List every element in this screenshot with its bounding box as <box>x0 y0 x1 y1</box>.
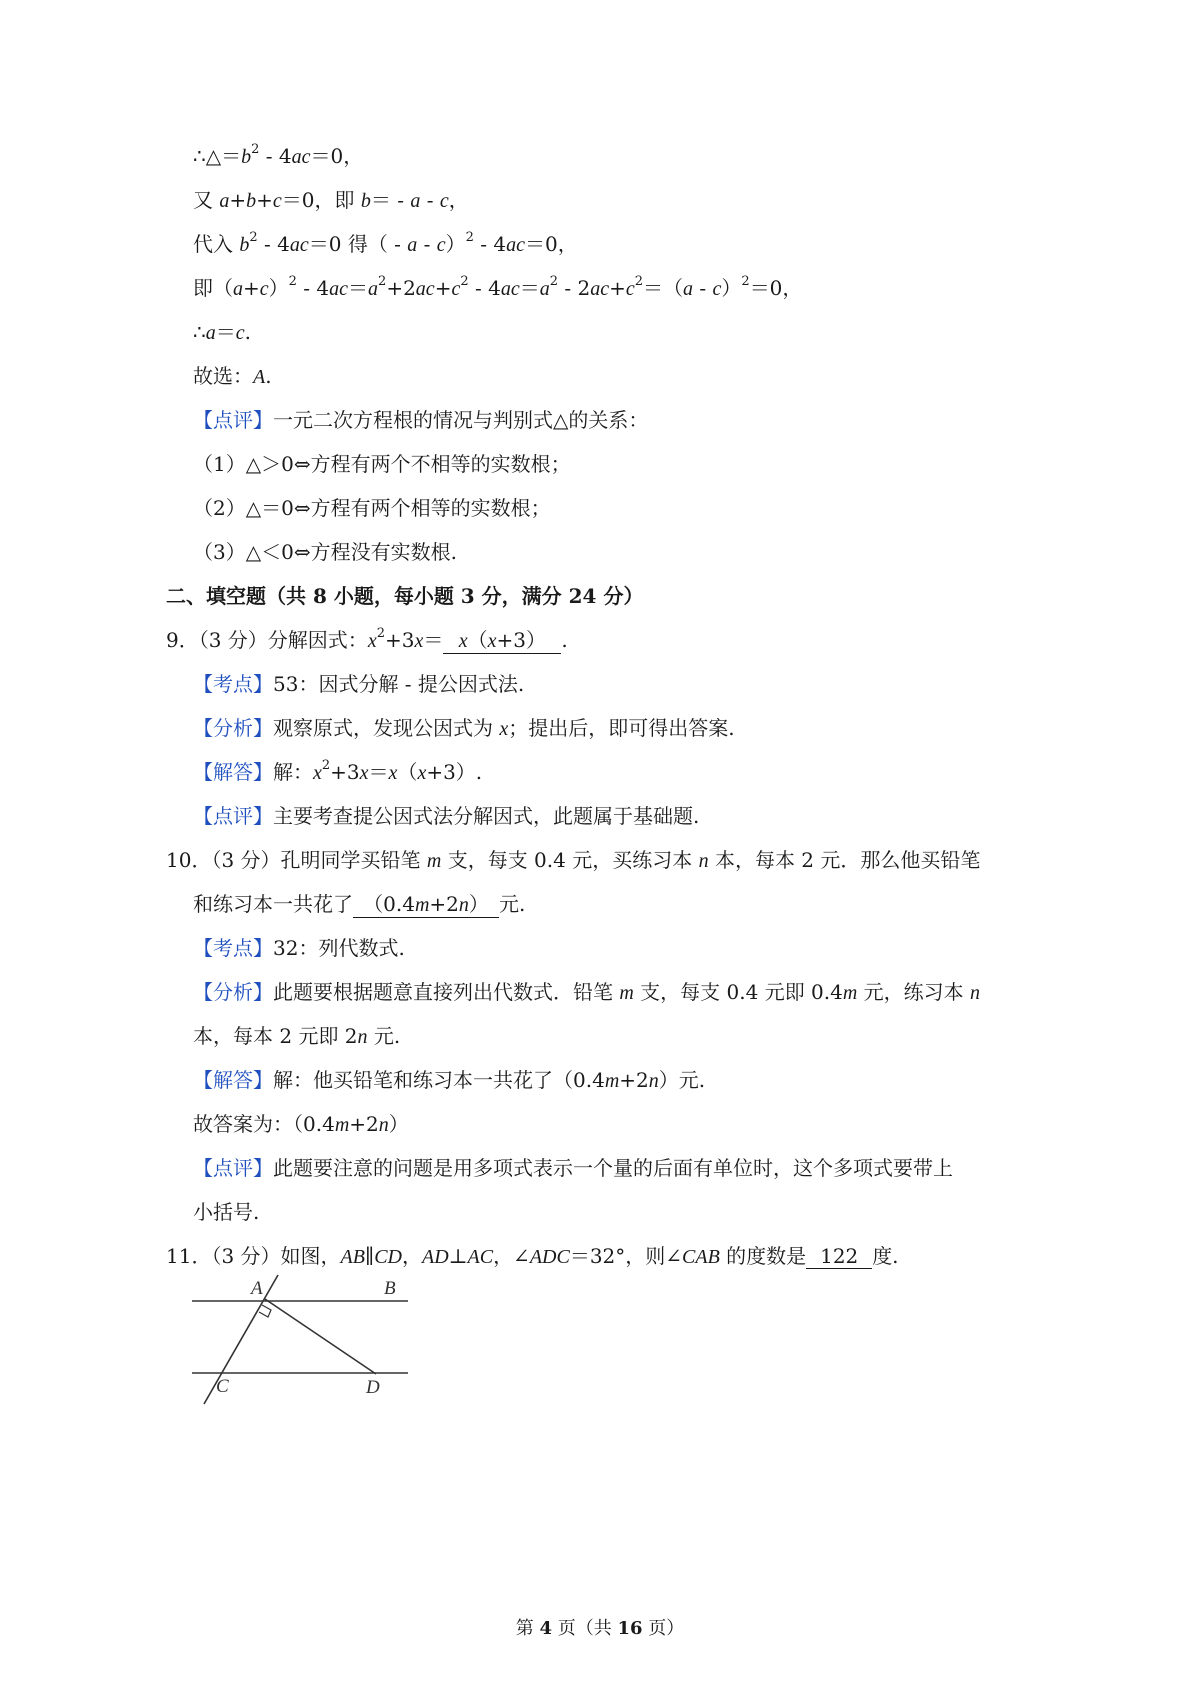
answer-blank-9: x（x+3） <box>443 628 561 654</box>
question-11: 11．（3 分）如图，AB∥CD，AD⊥AC，∠ADC＝32°，则∠CAB 的度数是 122 度. <box>166 1244 899 1268</box>
question-10-line-2: 和练习本一共花了 （0.4m+2n） 元. <box>193 892 526 916</box>
q10-jieda: 【解答】解：他买铅笔和练习本一共花了（0.4m+2n）元. <box>193 1068 706 1092</box>
section-title: 二、填空题（共 8 小题，每小题 3 分，满分 24 分） <box>166 584 644 608</box>
label-d: D <box>366 1377 380 1398</box>
solution-line-1: $\therefore\triangle=b^2 - 4ac=0$， <box>193 142 364 168</box>
solution-line-4: 即$(a+c)^2 - 4ac=a^2+2ac+c^2 - 4ac=a^2 - 2ac+c^2=(a - c)^2=0$， <box>193 274 803 300</box>
right-angle-mark <box>259 1305 271 1317</box>
review-line: 【点评】一元二次方程根的情况与判别式△的关系： <box>193 408 649 432</box>
line-ad <box>265 1299 376 1374</box>
review-item-2: （2）△＝0⇔方程有两个相等的实数根； <box>193 496 551 520</box>
label-c: C <box>216 1376 229 1397</box>
question-10-line-1: 10．（3 分）孔明同学买铅笔 m 支，每支 0.4 元，买练习本 n 本，每本 2 元．那么他买铅笔 <box>166 848 981 872</box>
total-pages: 16 <box>617 1618 643 1639</box>
q10-fenxi: 【分析】此题要根据题意直接列出代数式．铅笔 m 支，每支 0.4 元即 0.4m 元，练习本 n <box>193 980 981 1004</box>
solution-line-2: 又 a+b+c＝0，即 b＝ - a - c， <box>193 188 469 212</box>
review-item-3: （3）△＜0⇔方程没有实数根. <box>193 540 457 564</box>
solution-line-6: 故选：A. <box>193 364 272 388</box>
q10-dianping: 【点评】此题要注意的问题是用多项式表示一个量的后面有单位时，这个多项式要带上 <box>193 1156 953 1180</box>
q10-kaodian: 【考点】32：列代数式. <box>193 936 405 960</box>
q9-kaodian: 【考点】53：因式分解 - 提公因式法. <box>193 672 525 696</box>
solution-line-3: 代入 $b^2 - 4ac=0$ 得（ - a - c）$^2$ - 4ac＝0， <box>193 230 578 256</box>
review-tag: 【点评】 <box>193 408 273 432</box>
q9-dianping: 【点评】主要考查提公因式法分解因式，此题属于基础题. <box>193 804 700 828</box>
q10-dianping-cont: 小括号. <box>193 1200 260 1224</box>
page-footer: 第 4 页（共 16 页） <box>515 1618 685 1639</box>
q9-fenxi: 【分析】观察原式，发现公因式为 x；提出后，即可得出答案. <box>193 716 735 740</box>
q9-jieda: 【解答】解：$x^2+3x=x(x+3)$. <box>193 758 483 784</box>
page-number: 4 <box>539 1618 552 1639</box>
label-a: A <box>251 1278 263 1299</box>
geometry-figure <box>188 1272 412 1408</box>
review-item-1: （1）△＞0⇔方程有两个不相等的实数根； <box>193 452 571 476</box>
answer-blank-11: 122 <box>806 1244 872 1269</box>
question-9: 9．（3 分）分解因式：$x^2+3x= x(x+3)$ . <box>166 626 568 652</box>
q10-fenxi-cont: 本，每本 2 元即 2n 元. <box>193 1024 401 1048</box>
label-b: B <box>384 1278 396 1299</box>
solution-line-5: ∴a＝c. <box>193 320 251 344</box>
answer-blank-10: （0.4m+2n） <box>353 892 499 918</box>
q10-answer-line: 故答案为：（0.4m+2n） <box>193 1112 409 1136</box>
